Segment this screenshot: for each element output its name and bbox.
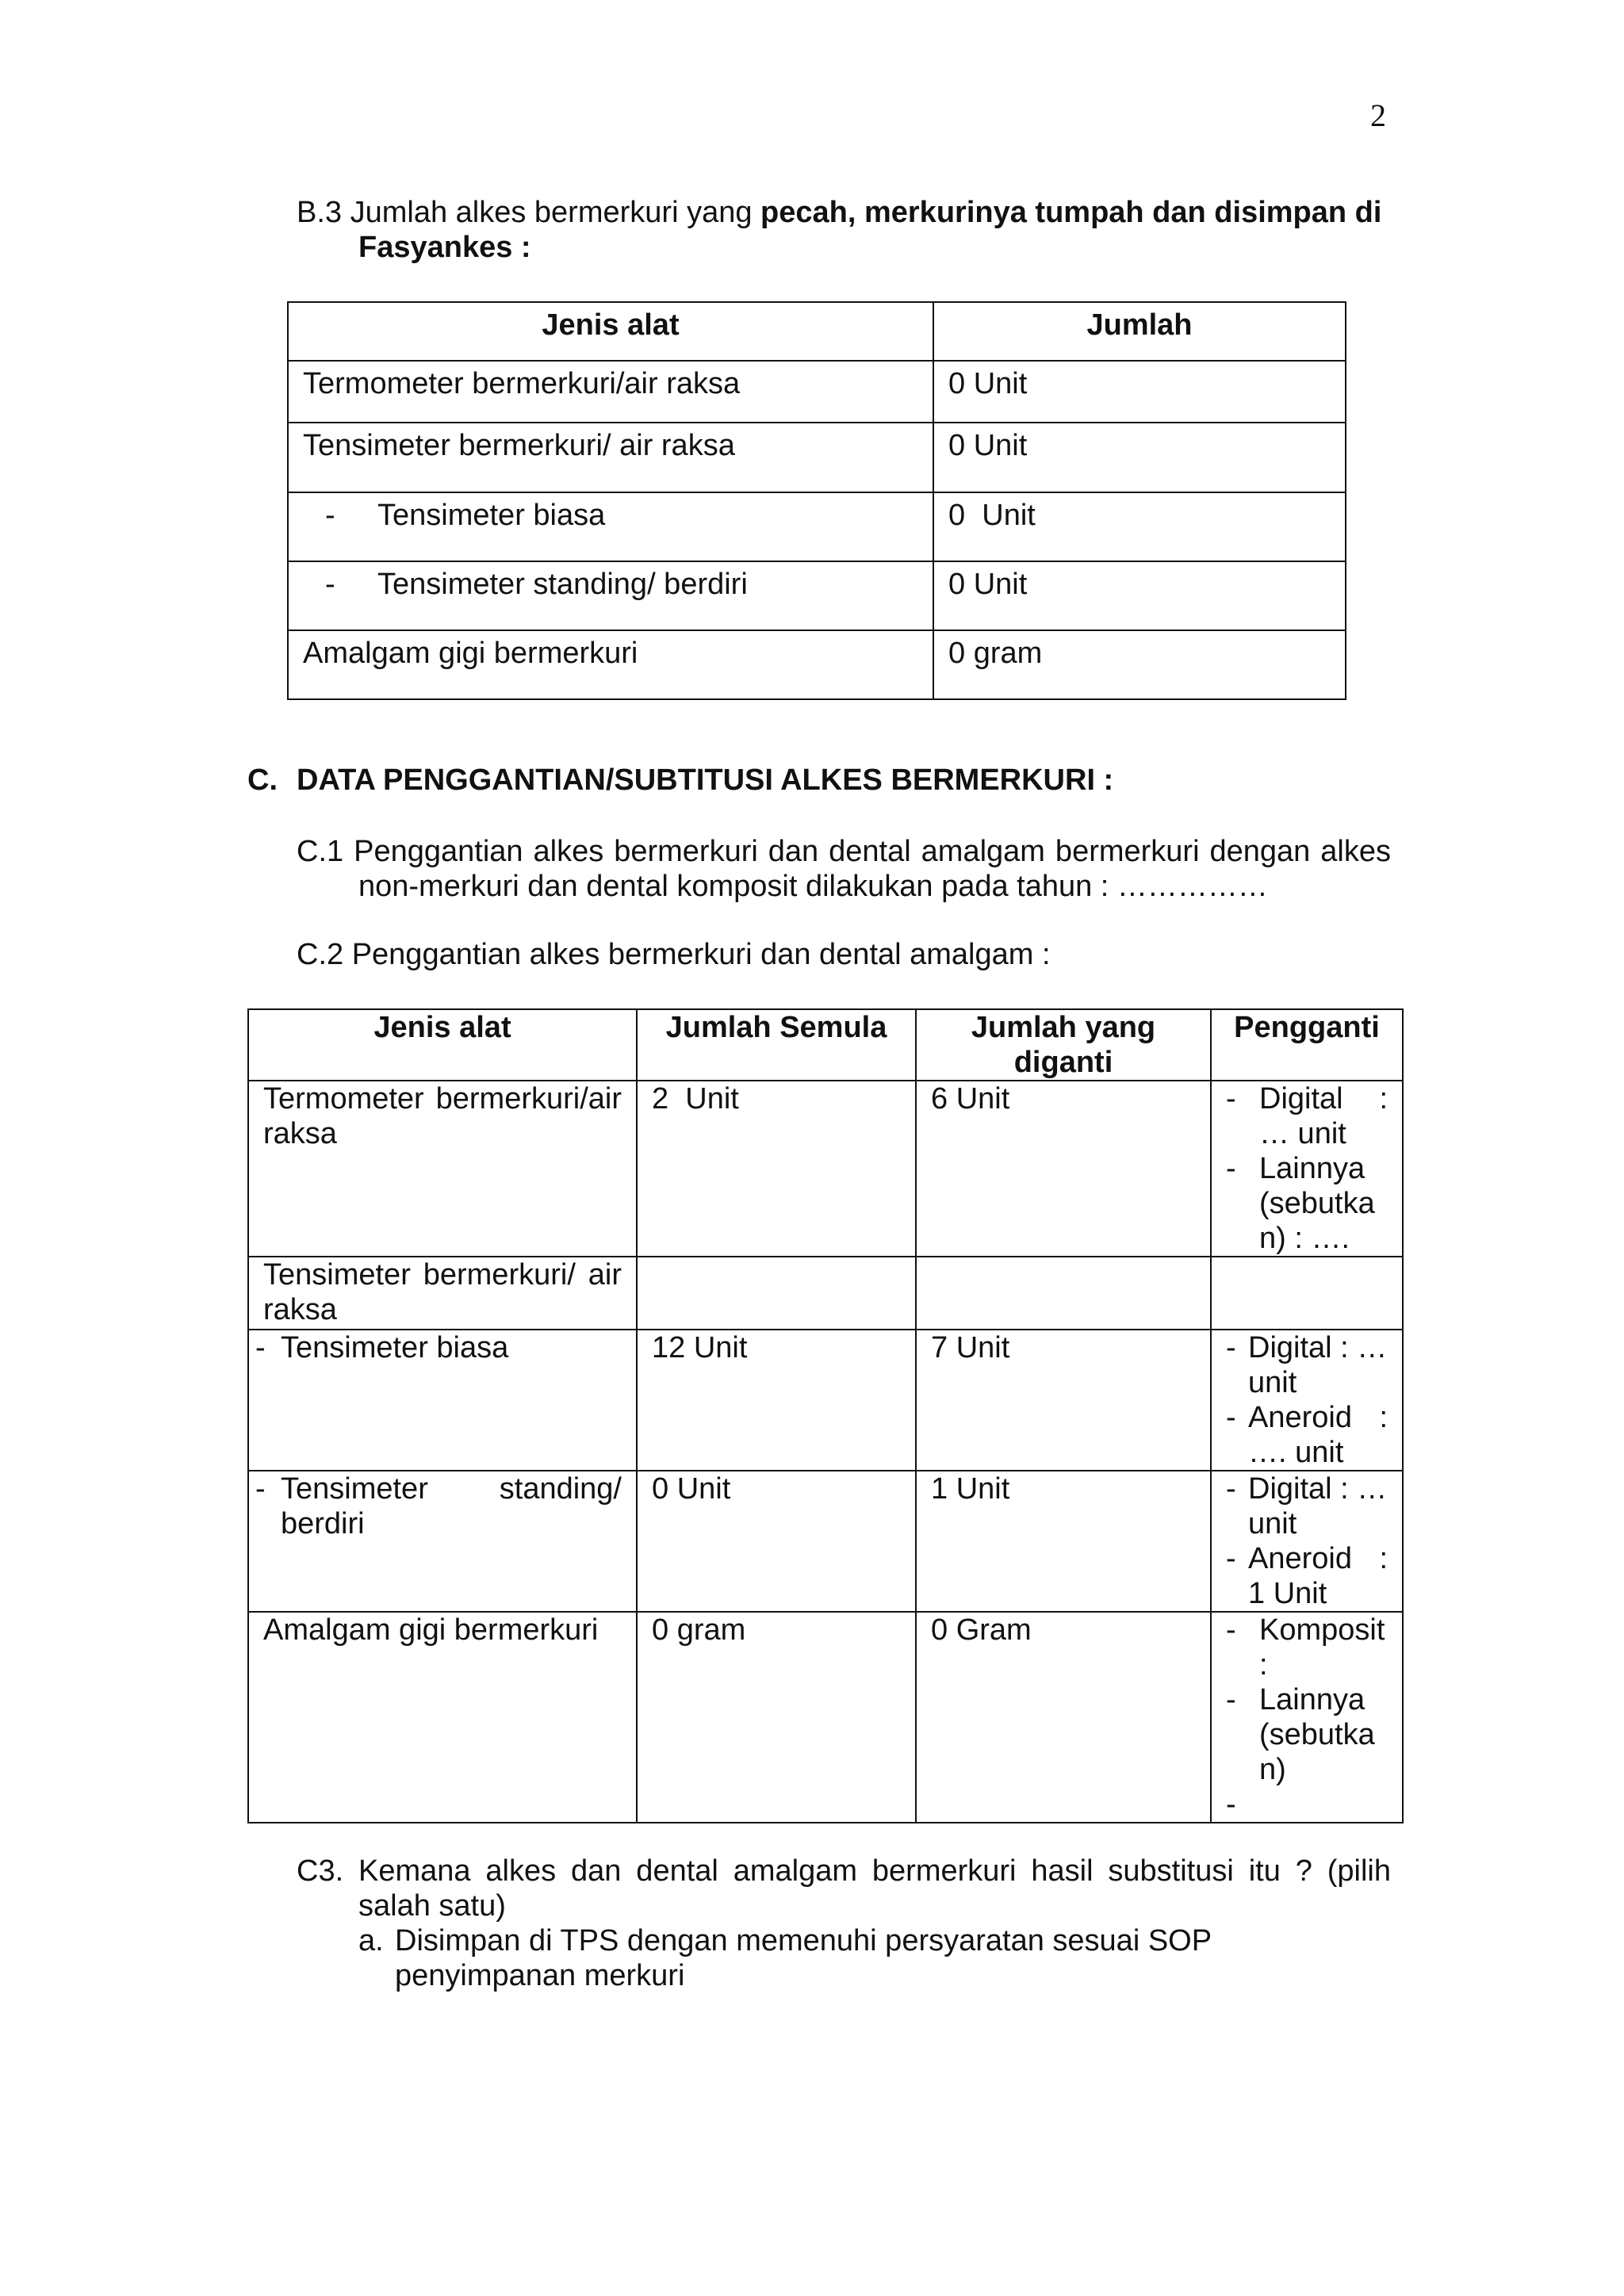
table-row <box>288 630 1346 699</box>
pengganti-unit: unit <box>1248 1507 1297 1540</box>
cell-pengganti <box>1211 1081 1403 1257</box>
b3-question <box>297 195 1391 265</box>
c3-option-label: a. <box>358 1924 384 1957</box>
pengganti-aneroid: Aneroid <box>1248 1542 1352 1575</box>
table-row <box>248 1612 1403 1823</box>
cell-name-part-a: Tensimeter <box>281 1472 428 1506</box>
bullet-spacer <box>1226 1717 1259 1752</box>
table-row <box>248 1330 1403 1471</box>
cell-diganti: 7 Unit <box>916 1330 1211 1471</box>
cell-name <box>248 1257 637 1330</box>
cell-name-text: Tensimeter biasa <box>377 499 606 532</box>
cell-diganti: 1 Unit <box>916 1471 1211 1612</box>
cell-name: Amalgam gigi bermerkuri <box>288 630 933 699</box>
cell-name <box>288 492 933 561</box>
bullet-dash: - <box>1226 1613 1236 1647</box>
pengganti-colon: : <box>1259 1648 1268 1682</box>
c2-paragraph: C.2 Penggantian alkes bermerkuri dan dental amalgam : <box>297 938 1051 971</box>
b3-prefix: B.3 Jumlah alkes bermerkuri yang <box>297 196 761 229</box>
cell-pengganti <box>1211 1257 1403 1330</box>
cell-name <box>248 1081 637 1257</box>
dash: - <box>255 1472 266 1506</box>
pengganti-unit: …. unit <box>1248 1436 1344 1469</box>
header-jenis-alat: Jenis alat <box>288 302 933 361</box>
page-number: 2 <box>1370 98 1386 133</box>
bullet-spacer <box>1226 1506 1248 1541</box>
table-row <box>248 1081 1403 1257</box>
cell-name-line2: raksa <box>263 1117 337 1150</box>
b3-bold: pecah, merkurinya tumpah dan disimpan di <box>760 196 1382 229</box>
pengganti-aneroid: Aneroid <box>1248 1401 1352 1434</box>
pengganti-unit: unit <box>1248 1366 1297 1399</box>
cell-name-part-b: standing/ <box>499 1472 622 1506</box>
cell-diganti: 0 Gram <box>916 1612 1211 1823</box>
broken-mercury-table <box>287 301 1346 700</box>
cell-semula: 2 Unit <box>637 1081 916 1257</box>
table-row <box>288 492 1346 561</box>
dash: - <box>255 1331 266 1364</box>
table-row <box>288 423 1346 492</box>
table-row <box>248 1257 1403 1330</box>
bullet-dash: - <box>1226 1788 1236 1821</box>
bullet-spacer <box>1226 1116 1259 1151</box>
cell-pengganti <box>1211 1471 1403 1612</box>
pengganti-colon: : <box>1379 1401 1388 1434</box>
dash: - <box>325 568 335 601</box>
pengganti-digital: Digital : … <box>1248 1331 1388 1364</box>
pengganti-lainnya: Lainnya <box>1259 1683 1365 1716</box>
pengganti-digital: Digital <box>1259 1082 1343 1115</box>
c1-line2: non-merkuri dan dental komposit dilakukan pada tahun : …………… <box>358 870 1268 903</box>
cell-value: 0 gram <box>933 630 1346 699</box>
c3-option-a <box>297 1923 1391 1993</box>
c3-number: C3. <box>297 1854 344 1888</box>
header-jumlah-diganti: Jumlah yang diganti <box>916 1009 1211 1081</box>
cell-name-part-c: berdiri <box>281 1507 365 1540</box>
cell-pengganti <box>1211 1612 1403 1823</box>
bullet-spacer <box>1226 1221 1259 1256</box>
cell-name: Termometer bermerkuri/air raksa <box>288 361 933 423</box>
cell-semula: 0 Unit <box>637 1471 916 1612</box>
bullet-dash: - <box>1226 1401 1236 1434</box>
bullet-dash: - <box>1226 1152 1236 1185</box>
pengganti-colon: : <box>1379 1542 1388 1575</box>
c3-text: Kemana alkes dan dental amalgam bermerkuri hasil substitusi itu ? (pilih salah satu) <box>358 1854 1391 1923</box>
c1-line1: C.1 Penggantian alkes bermerkuri dan dental amalgam bermerkuri dengan alkes <box>297 835 1391 868</box>
header-jumlah: Jumlah <box>933 302 1346 361</box>
bullet-spacer <box>1226 1647 1259 1682</box>
header-pengganti: Pengganti <box>1211 1009 1403 1081</box>
dash-spacer <box>255 1506 281 1541</box>
table-row <box>248 1471 1403 1612</box>
cell-name <box>288 561 933 630</box>
table-row <box>288 361 1346 423</box>
section-c-label: C. <box>247 763 278 797</box>
cell-semula: 12 Unit <box>637 1330 916 1471</box>
substitution-table <box>247 1008 1404 1823</box>
cell-pengganti <box>1211 1330 1403 1471</box>
table-header-row <box>288 302 1346 361</box>
table-row <box>288 561 1346 630</box>
cell-semula <box>637 1257 916 1330</box>
c3-option-text <box>395 1923 1212 1993</box>
header-jumlah-semula: Jumlah Semula <box>637 1009 916 1081</box>
header-jenis-alat: Jenis alat <box>248 1009 637 1081</box>
cell-diganti: 6 Unit <box>916 1081 1211 1257</box>
cell-name <box>248 1471 637 1612</box>
bullet-empty <box>1259 1787 1388 1822</box>
b3-bold-cont: Fasyankes : <box>358 231 531 264</box>
pengganti-sebutkan-cont: n) <box>1259 1753 1286 1786</box>
cell-name: Tensimeter bermerkuri/ air raksa <box>288 423 933 492</box>
pengganti-sebutkan: (sebutka <box>1259 1718 1375 1751</box>
bullet-dash: - <box>1226 1331 1236 1364</box>
cell-name-text: Tensimeter standing/ berdiri <box>377 568 748 601</box>
bullet-spacer <box>1226 1186 1259 1221</box>
pengganti-sebutkan-cont: n) : …. <box>1259 1222 1350 1255</box>
table-header-row <box>248 1009 1403 1081</box>
bullet-dash: - <box>1226 1542 1236 1575</box>
section-c-title: DATA PENGGANTIAN/SUBTITUSI ALKES BERMERKURI : <box>297 763 1114 797</box>
pengganti-unit: 1 Unit <box>1248 1577 1327 1610</box>
bullet-dash: - <box>1226 1472 1236 1506</box>
pengganti-digital: Digital : … <box>1248 1472 1388 1506</box>
cell-name-line1: Termometer bermerkuri/air <box>263 1082 622 1115</box>
cell-diganti <box>916 1257 1211 1330</box>
bullet-dash: - <box>1226 1082 1236 1115</box>
cell-value: 0 Unit <box>933 492 1346 561</box>
bullet-spacer <box>1226 1365 1248 1400</box>
bullet-spacer <box>1226 1435 1248 1470</box>
c3-option-line1: Disimpan di TPS dengan memenuhi persyaratan sesuai SOP <box>395 1924 1212 1957</box>
pengganti-unit: … unit <box>1259 1117 1346 1150</box>
cell-value: 0 Unit <box>933 423 1346 492</box>
c1-paragraph <box>297 834 1391 904</box>
bullet-spacer <box>1226 1752 1259 1787</box>
bullet-spacer <box>1226 1576 1248 1611</box>
c3-question <box>297 1854 1391 1993</box>
cell-name-line2: raksa <box>263 1293 337 1326</box>
dash: - <box>325 499 335 532</box>
c3-option-line2: penyimpanan merkuri <box>395 1959 685 1992</box>
cell-value: 0 Unit <box>933 561 1346 630</box>
bullet-dash: - <box>1226 1683 1236 1716</box>
pengganti-colon: : <box>1379 1082 1388 1115</box>
cell-semula: 0 gram <box>637 1612 916 1823</box>
pengganti-komposit: Komposit <box>1259 1613 1385 1647</box>
cell-value: 0 Unit <box>933 361 1346 423</box>
pengganti-lainnya: Lainnya <box>1259 1152 1365 1185</box>
cell-name-text: Tensimeter biasa <box>281 1331 509 1364</box>
section-c-heading <box>247 763 1113 798</box>
cell-name-line1: Tensimeter bermerkuri/ air <box>263 1258 622 1292</box>
cell-name <box>248 1330 637 1471</box>
pengganti-sebutkan: (sebutka <box>1259 1187 1375 1220</box>
cell-name: Amalgam gigi bermerkuri <box>248 1612 637 1823</box>
